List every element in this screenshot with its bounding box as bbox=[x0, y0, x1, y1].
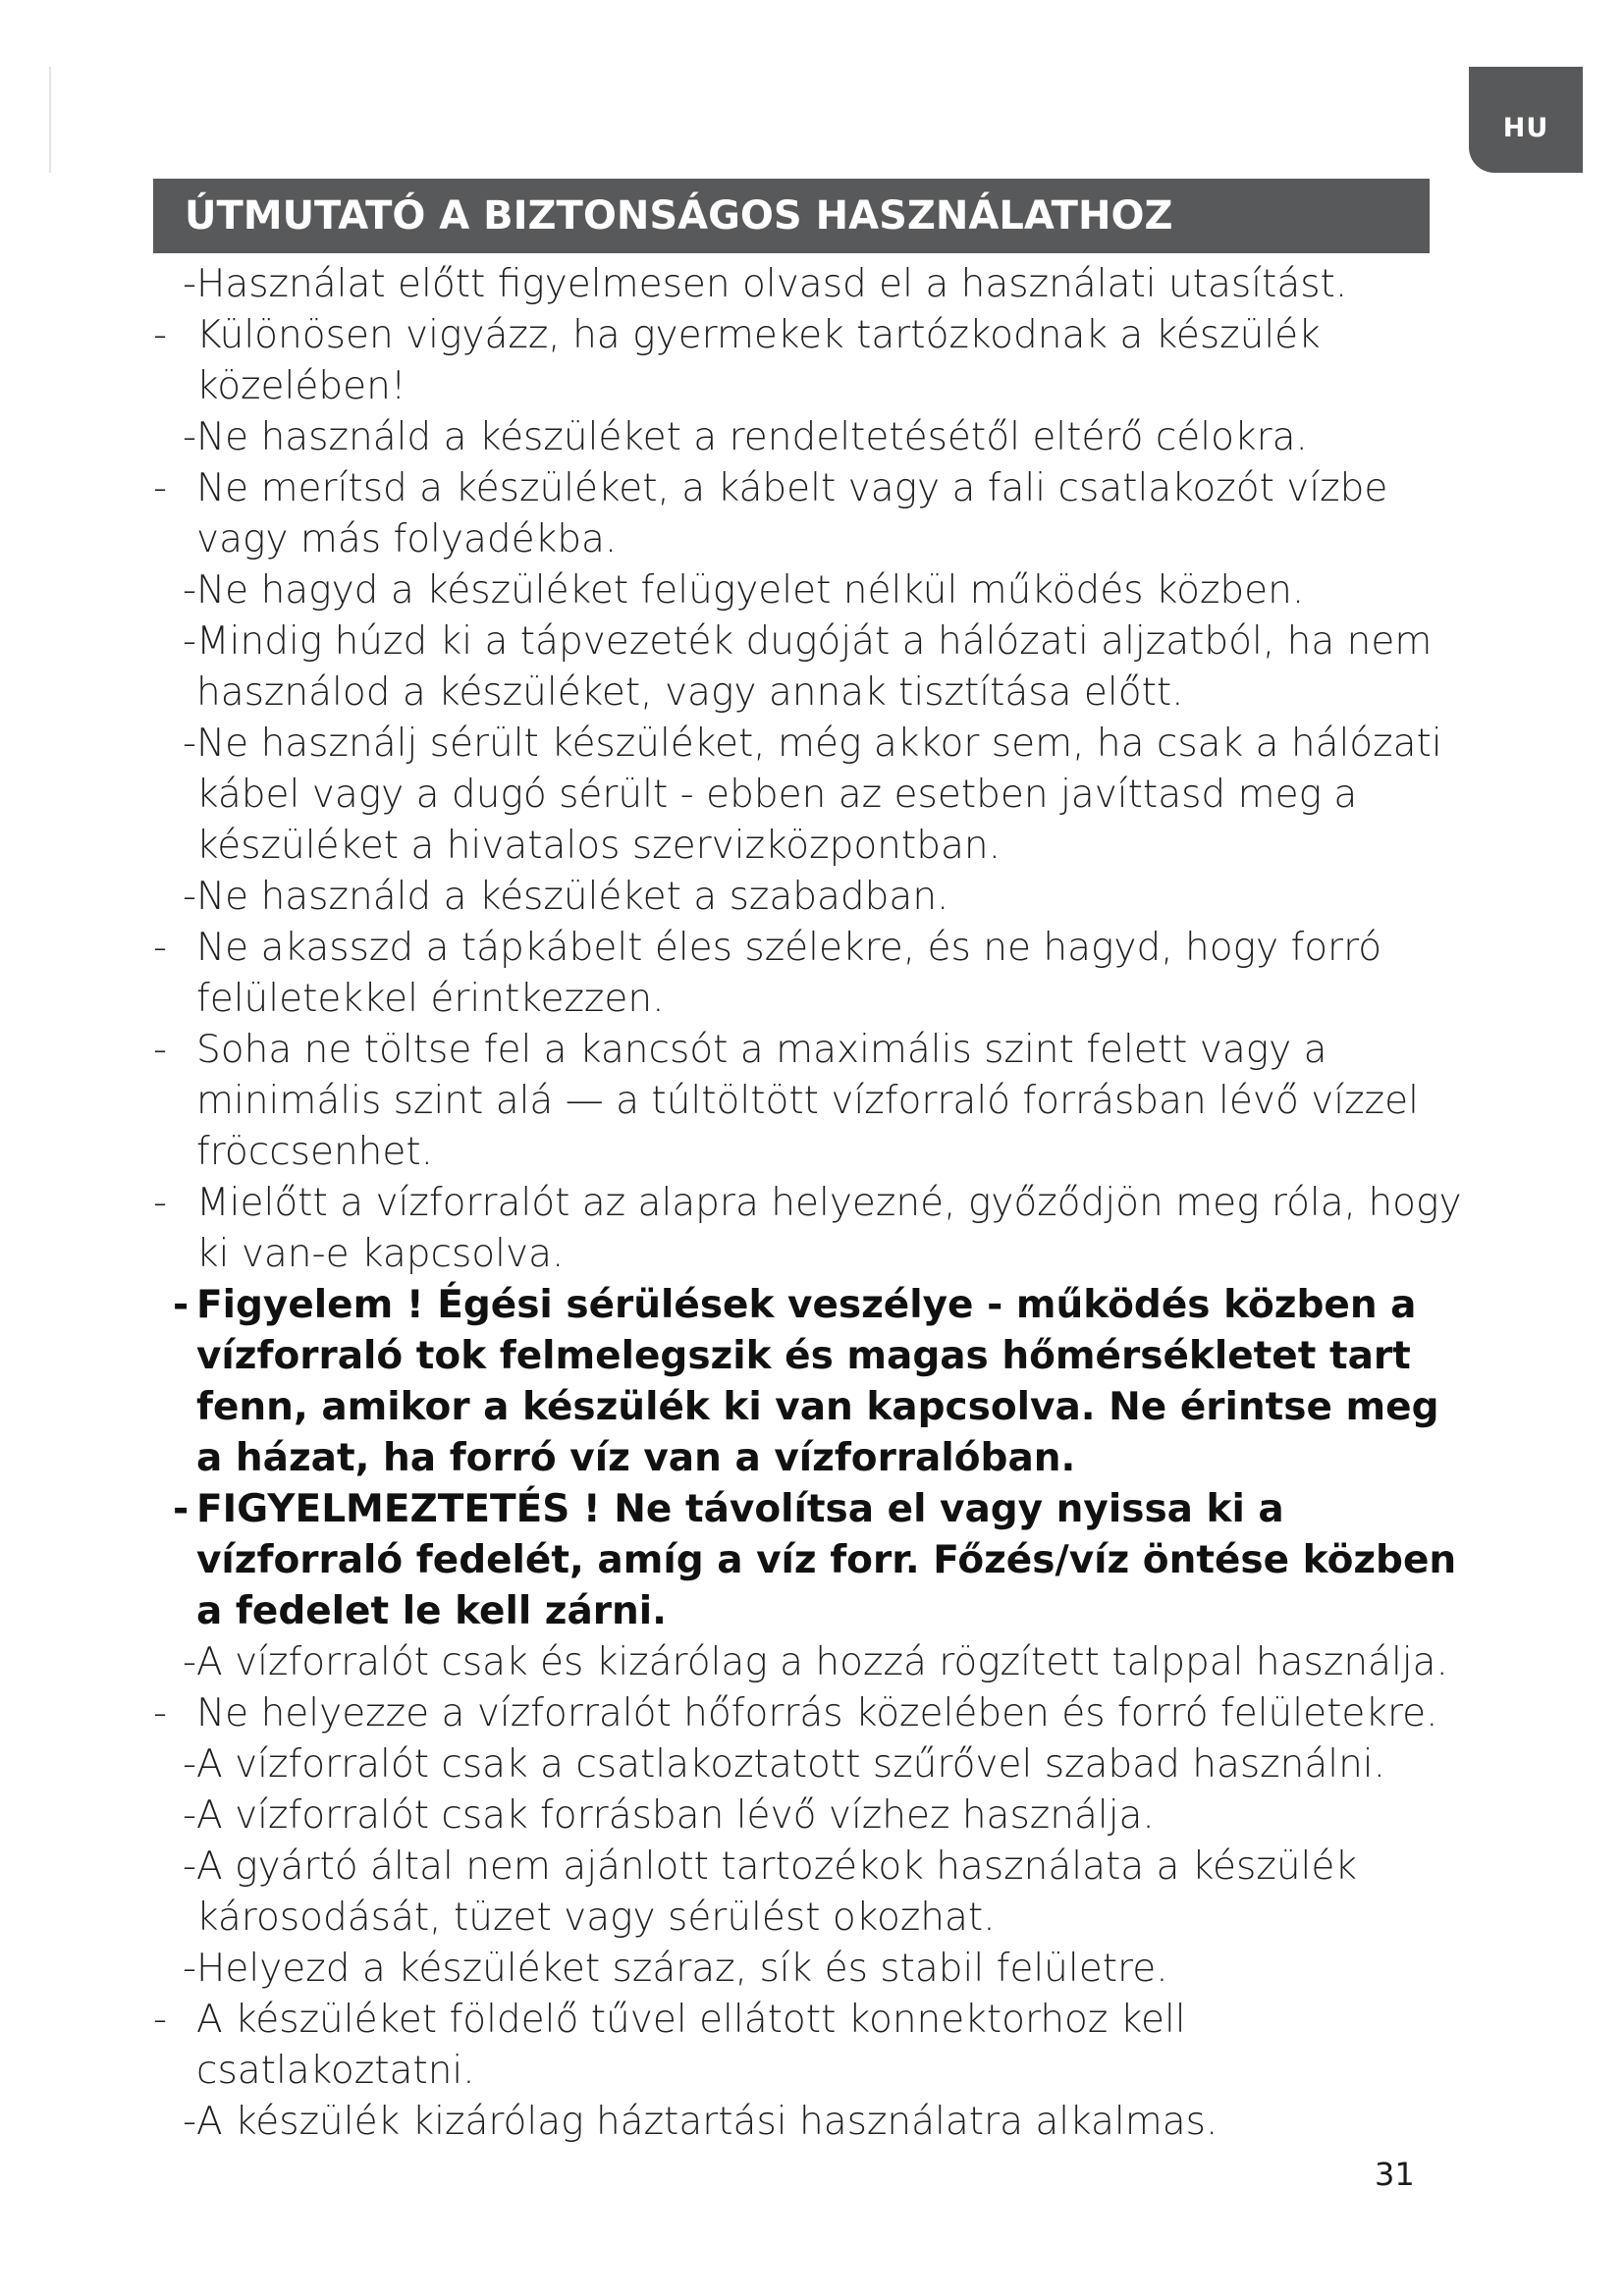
list-dash: - bbox=[183, 415, 197, 459]
section-title: ÚTMUTATÓ A BIZTONSÁGOS HASZNÁLATHOZ bbox=[153, 179, 1430, 253]
list-item bbox=[147, 1944, 1473, 1995]
list-dash: - bbox=[183, 721, 197, 766]
page-number: 31 bbox=[1375, 2156, 1415, 2193]
list-item bbox=[147, 2097, 1473, 2148]
list-dash: - bbox=[183, 875, 197, 919]
list-dash: - bbox=[153, 926, 168, 970]
margin-line bbox=[49, 67, 51, 173]
list-item bbox=[147, 616, 1473, 719]
list-item bbox=[147, 412, 1473, 463]
list-item bbox=[147, 923, 1473, 1025]
list-dash: - bbox=[153, 313, 168, 357]
list-item-text: A vízforralót csak forrásban lévő vízhez használja. bbox=[196, 1793, 1155, 1838]
safety-instructions-list bbox=[147, 259, 1473, 2148]
list-item-text: Ne használj sérült készüléket, még akkor sem, ha csak a hálózati kábel vagy a dugó sérült - ebben az esetben javíttasd meg a készüléket a hivatalos szervizközpontban. bbox=[196, 721, 1442, 868]
list-item bbox=[147, 1739, 1473, 1790]
list-item-text: Ne merítsd a készüléket, a kábelt vagy a fali csatlakozót vízbe vagy más folyadékba. bbox=[196, 466, 1388, 561]
list-dash: - bbox=[183, 568, 197, 613]
list-item bbox=[147, 1842, 1473, 1944]
list-dash: - bbox=[183, 2100, 197, 2144]
list-dash: - bbox=[183, 1844, 197, 1889]
list-item-text: Ne használd a készüléket a szabadban. bbox=[196, 875, 949, 919]
list-dash: - bbox=[173, 1487, 189, 1531]
list-item bbox=[147, 1025, 1473, 1178]
list-item-text: Mindig húzd ki a tápvezeték dugóját a hálózati aljzatból, ha nem használod a készüléket, vagy annak tisztítása előtt. bbox=[196, 619, 1433, 715]
list-dash: - bbox=[153, 1691, 168, 1735]
list-item-text: Használat előtt figyelmesen olvasd el a használati utasítást. bbox=[196, 262, 1348, 306]
list-item-text: A vízforralót csak és kizárólag a hozzá rögzített talppal használja. bbox=[196, 1640, 1448, 1684]
list-item bbox=[147, 872, 1473, 923]
list-dash: - bbox=[153, 466, 168, 510]
list-item bbox=[147, 719, 1473, 872]
language-tab: HU bbox=[1469, 67, 1583, 173]
list-item-text: A készülék kizárólag háztartási használatra alkalmas. bbox=[196, 2100, 1218, 2144]
list-item-text: Ne helyezze a vízforralót hőforrás közelében és forró felületekre. bbox=[196, 1691, 1438, 1735]
list-item-text: A vízforralót csak a csatlakoztatott szűrővel szabad használni. bbox=[196, 1742, 1386, 1787]
list-dash: - bbox=[183, 262, 197, 306]
list-item-text: Helyezd a készüléket száraz, sík és stabil felületre. bbox=[196, 1947, 1168, 1991]
list-item-text: Mielőtt a vízforralót az alapra helyezné, győződjön meg róla, hogy ki van-e kapcsolva. bbox=[196, 1181, 1462, 1276]
list-dash: - bbox=[153, 1028, 168, 1072]
warning-item bbox=[147, 1484, 1473, 1637]
list-dash: - bbox=[183, 1793, 197, 1838]
list-item bbox=[147, 1178, 1473, 1280]
list-dash: - bbox=[183, 619, 197, 664]
list-dash: - bbox=[173, 1283, 189, 1327]
list-item-text: Ne hagyd a készüléket felügyelet nélkül működés közben. bbox=[196, 568, 1305, 613]
list-item bbox=[147, 310, 1473, 412]
list-item bbox=[147, 1688, 1473, 1739]
list-item bbox=[147, 565, 1473, 616]
list-item bbox=[147, 1637, 1473, 1688]
list-dash: - bbox=[153, 1181, 168, 1225]
list-item-text: Soha ne töltse fel a kancsót a maximális szint felett vagy a minimális szint alá — a túltöltött vízforraló forrásban lévő vízzel fröccsenhet. bbox=[196, 1028, 1419, 1174]
list-dash: - bbox=[183, 1947, 197, 1991]
list-item-text: Ne használd a készüléket a rendeltetésétől eltérő célokra. bbox=[196, 415, 1308, 459]
list-item-text: A gyártó által nem ajánlott tartozékok használata a készülék károsodását, tüzet vagy sérülést okozhat. bbox=[196, 1844, 1357, 1940]
list-dash: - bbox=[153, 1998, 168, 2042]
warning-text: Figyelem ! Égési sérülések veszélye - működés közben a vízforraló tok felmelegszik és magas hőmérsékletet tart fenn, amikor a készülék ki van kapcsolva. Ne érintse meg a házat, ha forró víz van a vízforralóban. bbox=[196, 1283, 1439, 1480]
list-item bbox=[147, 259, 1473, 310]
warning-text: FIGYELMEZTETÉS ! Ne távolítsa el vagy nyissa ki a vízforraló fedelét, amíg a víz forr. Főzés/víz öntése közben a fedelet le kell zárni. bbox=[196, 1487, 1457, 1633]
list-dash: - bbox=[183, 1640, 197, 1684]
list-item bbox=[147, 463, 1473, 565]
list-item bbox=[147, 1995, 1473, 2097]
warning-item bbox=[147, 1280, 1473, 1484]
list-item-text: A készüléket földelő tűvel ellátott konnektorhoz kell csatlakoztatni. bbox=[196, 1998, 1186, 2093]
list-dash: - bbox=[183, 1742, 197, 1787]
list-item bbox=[147, 1790, 1473, 1842]
list-item-text: Különösen vigyázz, ha gyermekek tartózkodnak a készülék közelében! bbox=[196, 313, 1321, 408]
list-item-text: Ne akasszd a tápkábelt éles szélekre, és ne hagyd, hogy forró felületekkel érintkezzen. bbox=[196, 926, 1382, 1021]
